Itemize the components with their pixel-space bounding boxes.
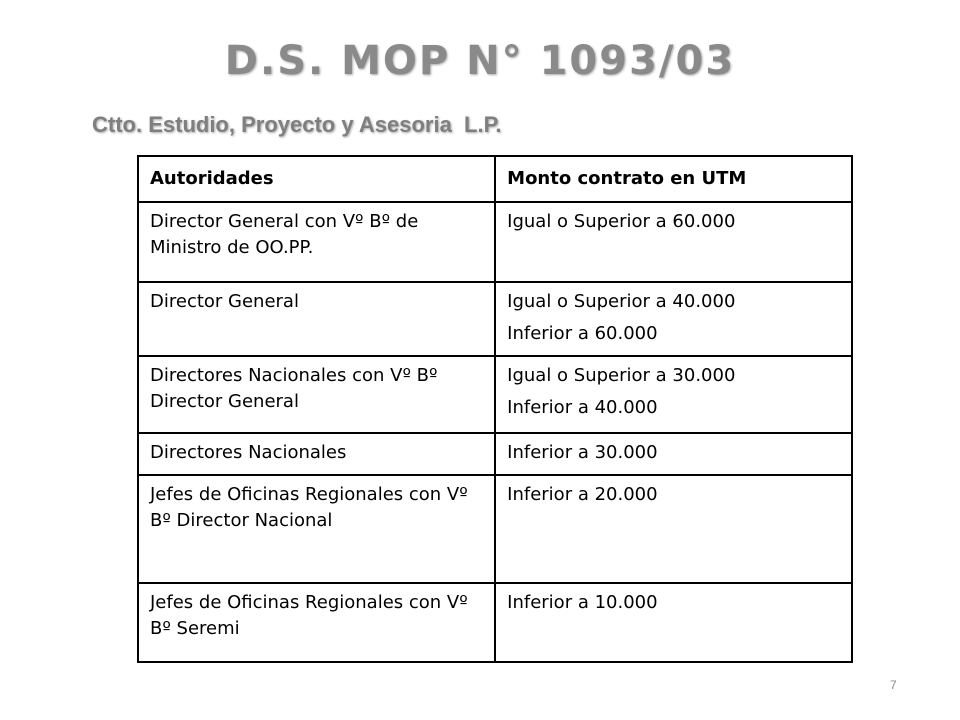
page-number: 7	[890, 678, 897, 692]
amount-line: Inferior a 10.000	[507, 592, 658, 613]
amount-line: Inferior a 40.000	[507, 397, 658, 418]
table-row	[138, 433, 852, 475]
slide-subtitle: Ctto. Estudio, Proyecto y Asesoria L.P.	[92, 112, 502, 137]
header-contract-amount: Monto contrato en UTM	[495, 156, 852, 202]
table-row	[138, 475, 852, 583]
authority-cell: Directores Nacionales con Vº Bº Director General	[138, 356, 495, 433]
amount-line: Inferior a 30.000	[507, 442, 658, 463]
authority-cell: Director General con Vº Bº de Ministro de OO.PP.	[138, 202, 495, 282]
amount-line: Inferior a 60.000	[507, 323, 658, 344]
amount-line: Igual o Superior a 40.000	[507, 291, 736, 312]
authority-cell: Jefes de Oficinas Regionales con Vº Bº Director Nacional	[138, 475, 495, 583]
amount-cell	[495, 433, 852, 475]
header-authorities: Autoridades	[138, 156, 495, 202]
amount-cell	[495, 356, 852, 433]
table-row	[138, 202, 852, 282]
table-row	[138, 583, 852, 662]
slide-title: D.S. MOP N° 1093/03	[224, 38, 736, 84]
authority-cell: Jefes de Oficinas Regionales con Vº Bº Seremi	[138, 583, 495, 662]
table-header-row	[138, 156, 852, 202]
amount-cell	[495, 583, 852, 662]
authority-cell: Directores Nacionales	[138, 433, 495, 475]
table-row	[138, 282, 852, 356]
amount-line: Inferior a 20.000	[507, 484, 658, 505]
amount-cell	[495, 282, 852, 356]
table-row	[138, 356, 852, 433]
authority-amount-table	[137, 155, 853, 663]
amount-cell	[495, 475, 852, 583]
amount-cell	[495, 202, 852, 282]
amount-line: Igual o Superior a 30.000	[507, 365, 736, 386]
authority-cell: Director General	[138, 282, 495, 356]
amount-line: Igual o Superior a 60.000	[507, 211, 736, 232]
